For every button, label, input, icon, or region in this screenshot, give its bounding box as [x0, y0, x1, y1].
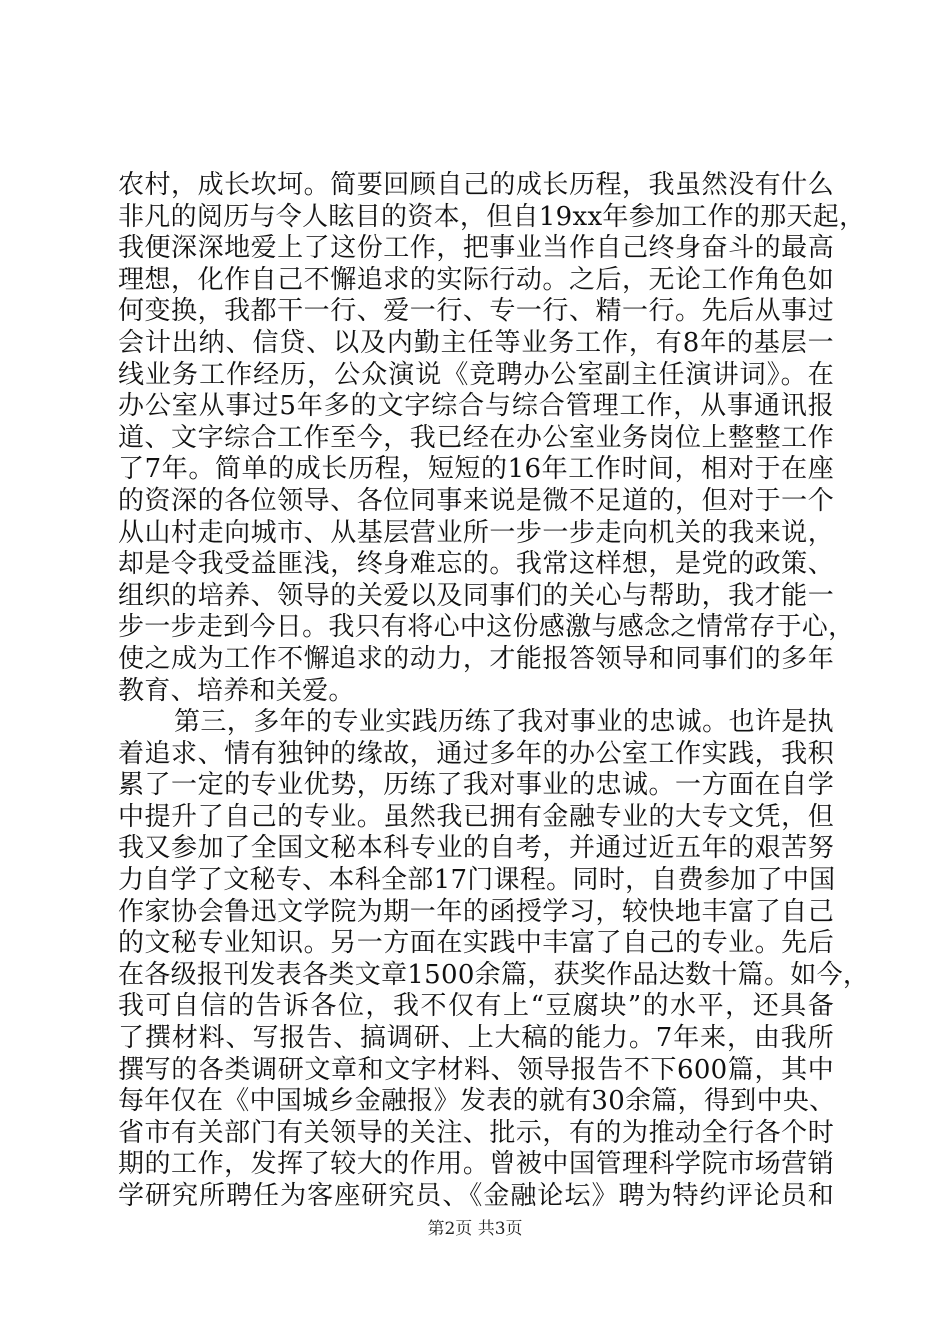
text-line-23: 力自学了文秘专、本科全部17门课程。同时，自费参加了中国: [118, 865, 836, 896]
text-line-7: 线业务工作经历，公众演说《竞聘办公室副主任演讲词》。在: [118, 359, 834, 390]
text-line-19: 着追求、情有独钟的缘故，通过多年的办公室工作实践，我积: [118, 738, 834, 769]
text-line-20: 累了一定的专业优势，历练了我对事业的忠诚。一方面在自学: [118, 770, 834, 801]
text-line-5: 何变换，我都干一行、爱一行、专一行、精一行。先后从事过: [118, 296, 834, 327]
page-footer: [0, 1214, 950, 1239]
text-line-11: 的资深的各位领导、各位同事来说是微不足道的，但对于一个: [118, 485, 834, 516]
text-line-13: 却是令我受益匪浅，终身难忘的。我常这样想，是党的政策、: [118, 549, 834, 580]
text-line-1: 农村，成长坎坷。简要回顾自己的成长历程，我虽然没有什么: [118, 170, 834, 200]
text-line-28: 了撰材料、写报告、搞调研、上大稿的能力。7年来，由我所: [118, 1023, 834, 1054]
text-line-18: 第三，多年的专业实践历练了我对事业的忠诚。也许是执: [174, 707, 834, 738]
text-line-24: 作家协会鲁迅文学院为期一年的函授学习，较快地丰富了自己: [118, 896, 834, 927]
text-line-17: 教育、培养和关爱。: [118, 675, 355, 706]
text-line-27: 我可自信的告诉各位，我不仅有上“豆腐块”的水平，还具备: [118, 991, 834, 1022]
text-line-14: 组织的培养、领导的关爱以及同事们的关心与帮助，我才能一: [118, 580, 834, 611]
text-line-25: 的文秘专业知识。另一方面在实践中丰富了自己的专业。先后: [118, 928, 834, 959]
text-line-32: 期的工作，发挥了较大的作用。曾被中国管理科学院市场营销: [118, 1149, 834, 1180]
text-line-15: 步一步走到今日。我只有将心中这份感激与感念之情常存于心，: [118, 612, 855, 643]
text-line-30: 每年仅在《中国城乡金融报》发表的就有30余篇，得到中央、: [118, 1086, 836, 1117]
text-line-22: 我又参加了全国文秘本科专业的自考，并通过近五年的艰苦努: [118, 833, 834, 864]
text-line-2: 非凡的阅历与令人眩目的资本，但自19xx年参加工作的那天起，: [118, 201, 866, 232]
text-line-4: 理想，化作自己不懈追求的实际行动。之后，无论工作角色如: [118, 264, 834, 295]
text-line-10: 了7年。简单的成长历程，短短的16年工作时间，相对于在座: [118, 454, 834, 485]
text-line-21: 中提升了自己的专业。虽然我已拥有金融专业的大专文凭，但: [118, 801, 834, 832]
text-line-16: 使之成为工作不懈追求的动力，才能报答领导和同事们的多年: [118, 643, 834, 674]
text-line-26: 在各级报刊发表各类文章1500余篇，获奖作品达数十篇。如今，: [118, 959, 870, 990]
text-line-31: 省市有关部门有关领导的关注、批示，有的为推动全行各个时: [118, 1117, 834, 1148]
text-line-8: 办公室从事过5年多的文字综合与综合管理工作，从事通讯报: [118, 391, 834, 422]
text-line-33: 学研究所聘任为客座研究员、《金融论坛》聘为特约评论员和: [118, 1181, 834, 1211]
text-line-12: 从山村走向城市、从基层营业所一步一步走向机关的我来说，: [118, 517, 834, 548]
document-body: [118, 170, 870, 1213]
page-number-label: 第2页 共3页: [427, 1219, 523, 1239]
text-line-29: 撰写的各类调研文章和文字材料、领导报告不下600篇，其中: [118, 1054, 834, 1085]
text-line-6: 会计出纳、信贷、以及内勤主任等业务工作，有8年的基层一: [118, 327, 834, 358]
text-line-9: 道、文字综合工作至今，我已经在办公室业务岗位上整整工作: [118, 422, 834, 453]
text-line-3: 我便深深地爱上了这份工作，把事业当作自己终身奋斗的最高: [118, 233, 834, 264]
